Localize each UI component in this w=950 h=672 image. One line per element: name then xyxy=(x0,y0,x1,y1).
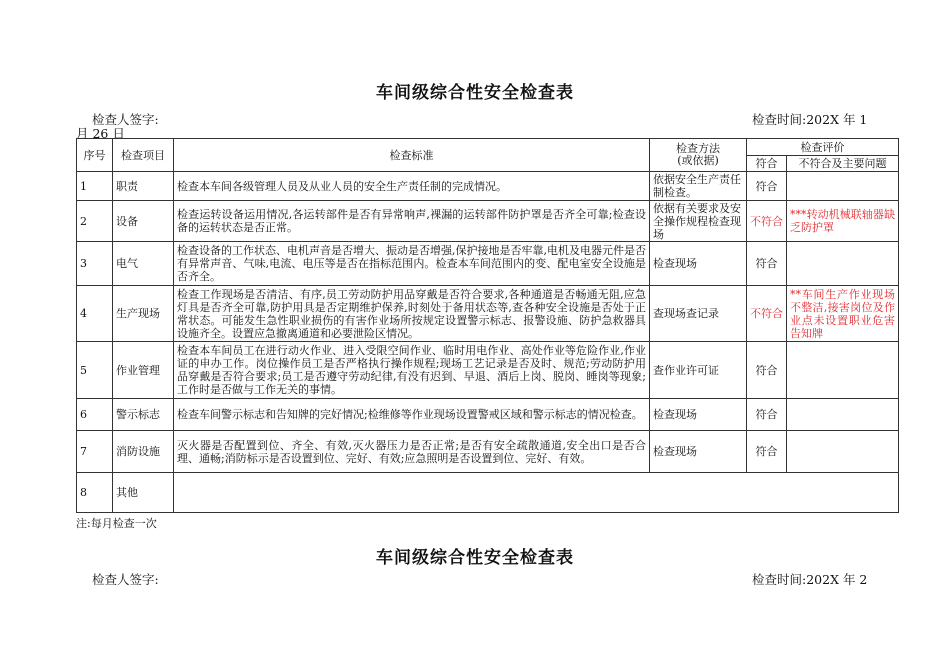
row-standard: 检查工作现场是否清洁、有序,员工劳动防护用品穿戴是否符合要求,各种通道是否畅通无阻,应急灯具是否齐全可靠,防护用具是否定期维护保养,时刻处于备用状态等,查各种安全设施是否处于正常状态。可能发生急性职业损伤的有害作业场所按规定设置警示标志、报警设施、防护急救器具设施齐全。设置应急撤离通道和必要泄险区情况。 xyxy=(174,286,650,342)
inspection-table xyxy=(76,138,899,513)
row-no: 4 xyxy=(77,286,113,342)
row-method: 依据有关要求及安全操作规程检查现场 xyxy=(650,201,747,242)
page2-inspection-time-label: 检查时间:202X 年 2 xyxy=(752,572,868,587)
row-standard: 检查本车间各级管理人员及从业人员的安全生产责任制的完成情况。 xyxy=(174,172,650,201)
row-problem xyxy=(787,342,899,399)
row-no: 5 xyxy=(77,342,113,399)
header-item: 检查项目 xyxy=(113,139,174,172)
header-conform: 符合 xyxy=(747,156,787,172)
row-standard: 检查运转设备运用情况,各运转部件是否有异常响声,裸漏的运转部件防护罩是否齐全可靠;检查设备的运转状态是否正常。 xyxy=(174,201,650,242)
table-row xyxy=(77,286,899,342)
row-no: 1 xyxy=(77,172,113,201)
row-no: 3 xyxy=(77,242,113,286)
row-item: 生产现场 xyxy=(113,286,174,342)
row-no: 6 xyxy=(77,399,113,431)
table-row xyxy=(77,172,899,201)
header-row xyxy=(77,139,899,156)
row-method: 依据安全生产责任制检查。 xyxy=(650,172,747,201)
row-standard: 灭火器是否配置到位、齐全、有效,灭火器压力是否正常;是否有安全疏散通道,安全出口是否合理、通畅;消防标示是否设置到位、完好、有效;应急照明是否设置到位、完好、有效。 xyxy=(174,431,650,473)
row-problem xyxy=(787,399,899,431)
table-row xyxy=(77,201,899,242)
page2-inspector-signature-label: 检查人签字: xyxy=(92,572,159,587)
inspection-time-label: 检查时间:202X 年 1 xyxy=(752,112,868,127)
row-problem xyxy=(787,242,899,286)
header-evaluation: 检查评价 xyxy=(747,139,899,156)
row-conform: 符合 xyxy=(747,242,787,286)
row-method: 查现场查记录 xyxy=(650,286,747,342)
row-item: 电气 xyxy=(113,242,174,286)
row-method: 检查现场 xyxy=(650,431,747,473)
inspector-signature-label: 检查人签字: xyxy=(92,112,159,127)
header-nonconform: 不符合及主要问题 xyxy=(787,156,899,172)
header-no: 序号 xyxy=(77,139,113,172)
row-conform: 符合 xyxy=(747,431,787,473)
row-item: 作业管理 xyxy=(113,342,174,399)
table-row xyxy=(77,431,899,473)
row-problem: ***转动机械联轴器缺乏防护罩 xyxy=(787,201,899,242)
row-conform: 符合 xyxy=(747,172,787,201)
row-item: 警示标志 xyxy=(113,399,174,431)
row-no: 7 xyxy=(77,431,113,473)
row-other-blank xyxy=(174,473,899,513)
row-standard: 检查本车间员工在进行动火作业、进入受限空间作业、临时用电作业、高处作业等危险作业,作业证的申办工作。岗位操作员工是否严格执行操作规程;现场工艺记录是否及时、规范;劳动防护用品穿戴是否符合要求;员工是否遵守劳动纪律,有没有迟到、早退、酒后上岗、脱岗、睡岗等现象;工作时是否做与工作无关的事情。 xyxy=(174,342,650,399)
row-standard: 检查车间警示标志和告知牌的完好情况;检维修等作业现场设置警戒区域和警示标志的情况检查。 xyxy=(174,399,650,431)
row-conform: 不符合 xyxy=(747,286,787,342)
inspection-time-continuation: 月 26 日 xyxy=(76,126,125,141)
table-row xyxy=(77,242,899,286)
header-method xyxy=(650,139,747,172)
row-conform: 不符合 xyxy=(747,201,787,242)
row-standard: 检查设备的工作状态、电机声音是否增大、振动是否增强,保护接地是否牢靠,电机及电器元件是否有异常声音、气味,电流、电压等是否在指标范围内。检查本车间范围内的变、配电室安全设施是否齐全。 xyxy=(174,242,650,286)
row-method: 检查现场 xyxy=(650,242,747,286)
header-method-label: 检查方法 xyxy=(676,142,720,155)
row-conform: 符合 xyxy=(747,342,787,399)
row-problem: **车间生产作业现场不整洁,接害岗位及作业点未设置职业危害告知牌 xyxy=(787,286,899,342)
row-item: 其他 xyxy=(113,473,174,513)
page2-title: 车间级综合性安全检查表 xyxy=(376,548,574,568)
row-item: 职责 xyxy=(113,172,174,201)
row-no: 2 xyxy=(77,201,113,242)
header-method-sub: (或依据) xyxy=(677,154,719,167)
row-item: 消防设施 xyxy=(113,431,174,473)
row-no: 8 xyxy=(77,473,113,513)
header-standard: 检查标准 xyxy=(174,139,650,172)
table-row xyxy=(77,473,899,513)
row-item: 设备 xyxy=(113,201,174,242)
row-method: 查作业许可证 xyxy=(650,342,747,399)
table-row xyxy=(77,399,899,431)
row-problem xyxy=(787,172,899,201)
row-method: 检查现场 xyxy=(650,399,747,431)
table-row xyxy=(77,342,899,399)
page-title: 车间级综合性安全检查表 xyxy=(376,83,574,103)
table-footnote: 注:每月检查一次 xyxy=(76,517,157,530)
row-problem xyxy=(787,431,899,473)
row-conform: 符合 xyxy=(747,399,787,431)
